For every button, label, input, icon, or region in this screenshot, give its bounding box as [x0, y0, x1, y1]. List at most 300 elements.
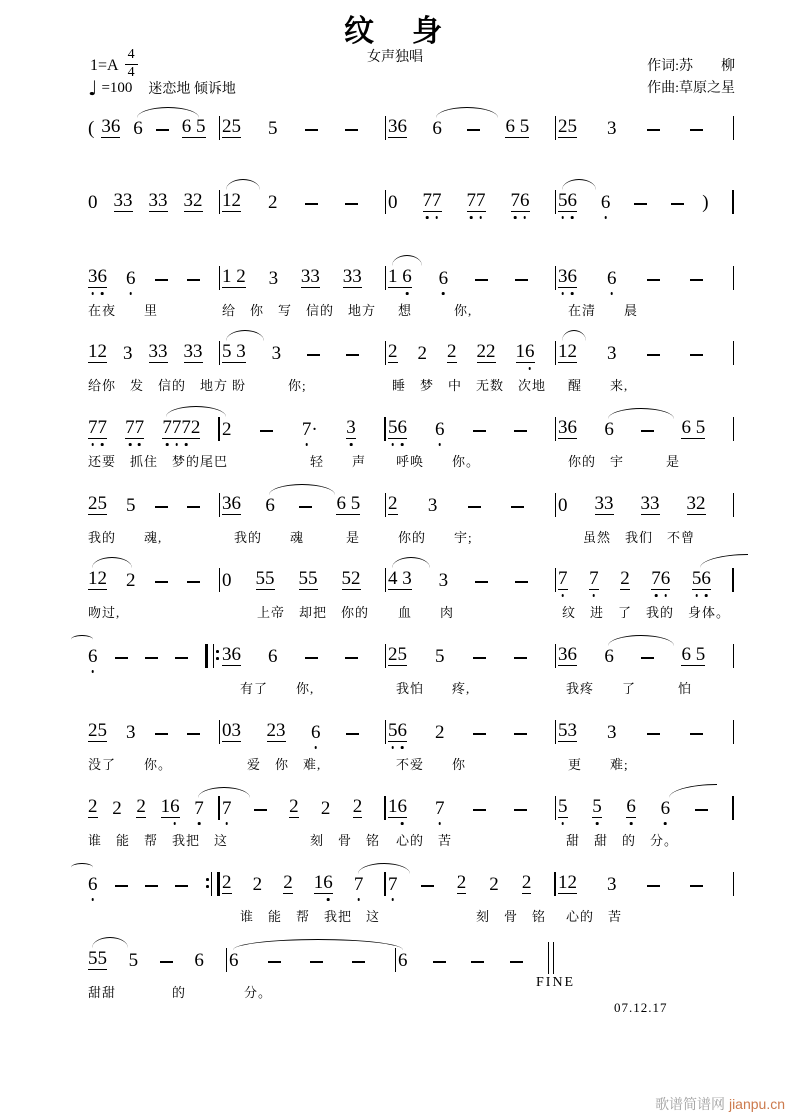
note: 7 [222, 798, 232, 819]
dash-note [690, 129, 703, 131]
note: 6 [604, 420, 614, 439]
slur-arc [226, 179, 260, 190]
note: 55 [88, 949, 107, 970]
note: 6 [88, 647, 98, 666]
note: 2 [222, 872, 232, 893]
note: 7· [301, 419, 318, 440]
notes-row [388, 262, 558, 288]
dash-note [352, 961, 365, 963]
dash-note [473, 657, 486, 659]
barline [555, 266, 557, 290]
note: 36 [222, 493, 241, 514]
note: 6 5 [505, 116, 530, 137]
notes-row [388, 413, 558, 439]
measure [558, 640, 736, 697]
note: 33 [594, 493, 614, 514]
note: 16 [160, 796, 180, 817]
dash-note [175, 885, 188, 887]
dash-note [346, 354, 359, 356]
dash-note [187, 279, 200, 281]
note: 7 [354, 875, 364, 894]
barline [733, 417, 735, 441]
notes-row [88, 716, 222, 742]
dash-note [647, 885, 660, 887]
note: 2 [320, 798, 331, 819]
lyric-row: 吻过, [88, 605, 121, 620]
barline [555, 190, 557, 214]
notes-row [88, 489, 222, 515]
note: 6 5 [181, 116, 206, 137]
note: 7 [388, 874, 398, 895]
final-barline [548, 942, 554, 974]
dash-note [690, 354, 703, 356]
note: 2 [489, 874, 499, 895]
dash-note [346, 733, 359, 735]
note: 3 [607, 722, 617, 743]
lyric-row: 我怕 疼, [396, 681, 471, 696]
note: 23 [266, 720, 286, 741]
music-line-9 [88, 716, 736, 773]
music-line-7 [88, 564, 736, 621]
measure [88, 112, 222, 138]
note: 25 [88, 493, 107, 514]
composer-credit: 作曲:草原之星 [647, 81, 735, 97]
dash-note [468, 506, 481, 508]
quarter-note-icon: ♩ [88, 76, 98, 100]
notes-row [388, 868, 558, 894]
notes-row [388, 186, 558, 212]
measure [558, 716, 736, 773]
barline [733, 493, 735, 517]
lyric-row: 甜甜 的 [88, 985, 187, 1000]
note: 76 [651, 568, 671, 589]
note: 2 [447, 341, 457, 362]
notes-row [558, 640, 736, 666]
slur-arc [392, 557, 430, 568]
note: 33 [148, 190, 168, 211]
notes-row [88, 413, 222, 439]
measure [388, 413, 558, 470]
watermark-url: jianpu.cn [728, 1096, 785, 1112]
note: ) [702, 192, 709, 213]
time-denominator: 4 [127, 64, 135, 80]
note: 6 [311, 722, 321, 743]
notes-row [558, 489, 736, 515]
dash-note [690, 279, 703, 281]
dash-note [160, 961, 173, 963]
measure [388, 792, 558, 849]
dash-note [695, 809, 708, 811]
dash-note [647, 129, 660, 131]
measure [88, 186, 222, 212]
dash-note [473, 809, 486, 811]
barline [555, 796, 557, 820]
note: 6 [126, 268, 136, 289]
lyric-row: 还要 抓住 梦的尾巴 [88, 454, 229, 469]
notes-row [222, 186, 388, 212]
note: 6 [438, 268, 449, 289]
slur-arc [269, 484, 335, 495]
notes-row [558, 868, 736, 894]
note: 12 [88, 569, 107, 590]
lyric-row: 你的 宇; [398, 530, 473, 545]
note: 77 [88, 417, 107, 438]
measure [222, 716, 388, 773]
note: 52 [341, 568, 361, 589]
barline [219, 341, 221, 365]
notes-row [558, 413, 736, 439]
dash-note [475, 279, 488, 281]
barline [219, 266, 221, 290]
note: 33 [148, 341, 168, 362]
time-numerator: 4 [125, 48, 138, 65]
note: 2 [388, 341, 398, 362]
note: 55 [298, 568, 318, 589]
note: 76 [510, 190, 530, 211]
measure [398, 944, 556, 970]
barline [385, 116, 387, 140]
dash-note [345, 203, 358, 205]
barline [395, 948, 397, 972]
dash-note [345, 657, 358, 659]
note: 2 [388, 493, 398, 514]
note: 12 [88, 341, 107, 362]
note: 55 [255, 568, 275, 589]
dash-note [514, 733, 527, 735]
lyric-row: 我的 魂 是 [234, 530, 361, 545]
dash-note [514, 657, 527, 659]
measure [388, 489, 558, 546]
barline [555, 568, 557, 592]
note: 7772 [162, 418, 200, 439]
notes-row [222, 112, 388, 138]
lyric-row: 我的 魂, [88, 530, 163, 545]
notes-row [229, 944, 398, 970]
lyric-row: 更 难; [568, 757, 629, 772]
dash-note [310, 961, 323, 963]
note: 5 [126, 495, 136, 516]
note: 0 [558, 495, 568, 516]
dash-note [260, 430, 273, 432]
tie-out-arc [700, 554, 748, 568]
note: 2 [88, 796, 98, 817]
measure [558, 413, 736, 470]
lyric-row: 有了 你, [240, 681, 315, 696]
barline [555, 417, 557, 441]
note: 16 [388, 796, 407, 817]
note: 3 [271, 343, 282, 364]
note: 77 [466, 190, 486, 211]
note: 6 [600, 192, 611, 213]
note: 2 [268, 192, 278, 213]
tie-in-arc [71, 635, 93, 644]
barline [219, 493, 221, 517]
note: 5 [592, 796, 602, 817]
dash-note [647, 279, 660, 281]
dash-note [254, 809, 267, 811]
measure [88, 640, 222, 666]
note: 53 [558, 720, 577, 741]
note: 25 [88, 720, 107, 741]
barline [732, 796, 734, 820]
measure [222, 112, 388, 138]
measure [88, 564, 222, 621]
barline [385, 341, 387, 365]
lyric-row: 心的 苦 [566, 909, 623, 924]
note: 32 [183, 190, 203, 211]
watermark [655, 1094, 785, 1114]
note: 22 [476, 341, 496, 362]
dash-note [305, 657, 318, 659]
barline [384, 872, 386, 896]
note: 2 [417, 343, 427, 364]
dash-note [671, 203, 684, 205]
measure [88, 792, 229, 849]
note: 12 [558, 872, 577, 893]
barline [733, 720, 735, 744]
note: 56 [692, 569, 711, 590]
barline [555, 644, 557, 668]
slur-arc [392, 255, 422, 266]
note: 7 [589, 568, 599, 589]
dash-note [187, 581, 200, 583]
barline [385, 568, 387, 592]
song-title: 纹 身 [344, 15, 446, 48]
notes-row [88, 564, 222, 590]
note: 1 6 [388, 267, 412, 288]
note: 25 [388, 644, 407, 665]
notes-row [88, 112, 222, 138]
lyric-row: 心的 苦 [396, 833, 453, 848]
measure [388, 337, 558, 394]
repeat-end-barline [211, 872, 220, 896]
dash-note [155, 506, 168, 508]
dash-note [268, 961, 281, 963]
lyric-row: 给你 发 信的 地方 [88, 378, 229, 393]
notes-row [388, 337, 558, 363]
note: 3 [123, 343, 133, 364]
note: 36 [558, 417, 577, 438]
note: 56 [558, 191, 577, 212]
dash-note [641, 430, 654, 432]
note: 2 [352, 796, 363, 817]
slur-arc [92, 937, 128, 948]
note: 6 [265, 496, 275, 515]
lyric-row: 睡 梦 中 无数 次地 [392, 378, 547, 393]
note: 0 [88, 192, 98, 213]
note: 3 [427, 495, 438, 516]
lyric-row: 虽然 我们 不曾 [583, 530, 696, 545]
note: 6 [435, 419, 445, 440]
note: 6 [432, 119, 442, 138]
barline [733, 872, 735, 896]
note: 33 [640, 493, 660, 514]
barline [732, 568, 734, 592]
barline [384, 796, 386, 820]
dash-note [471, 961, 484, 963]
note: 2 [283, 872, 293, 893]
measure [222, 640, 388, 697]
notes-row [222, 564, 388, 590]
music-line-2 [88, 186, 736, 212]
note: 6 [607, 268, 617, 289]
note: 2 [252, 874, 263, 895]
measure [88, 337, 229, 394]
lyric-row: 盼 你; [232, 378, 307, 393]
watermark-site-name: 歌谱简谱网 [655, 1096, 729, 1112]
barline [555, 341, 557, 365]
lyric-row: 刻 骨 铭 [310, 833, 381, 848]
note: 4 3 [388, 569, 412, 590]
measure [388, 868, 558, 925]
measure [388, 262, 558, 319]
lyric-row: 谁 能 帮 我把 这 [240, 909, 381, 924]
notes-row [222, 262, 388, 288]
note: 33 [183, 341, 203, 362]
note: 2 [521, 872, 532, 893]
note: 3 [607, 118, 617, 139]
expression-marks: 迷恋地 倾诉地 [148, 82, 236, 97]
dash-note [421, 885, 434, 887]
dash-note [305, 129, 318, 131]
note: 7 [558, 568, 568, 589]
lyric-row: 刻 骨 铭 [476, 909, 547, 924]
note: 6 5 [336, 493, 361, 514]
slur-arc [166, 406, 226, 417]
note: 36 [388, 116, 407, 137]
key-label: 1=A [90, 57, 119, 75]
lyric-row: 醒 来, [568, 378, 629, 393]
note: 77 [125, 417, 145, 438]
note: 5 [268, 118, 278, 139]
note: 5 [558, 796, 568, 817]
lyric-row: 爱 你 难, [247, 757, 322, 772]
slur-arc [436, 107, 498, 118]
lyric-row: 血 肉 [398, 605, 455, 620]
dash-note [345, 129, 358, 131]
barline [384, 417, 386, 441]
barline [555, 493, 557, 517]
notes-row [558, 716, 736, 742]
lyric-row: 你的 宇 是 [568, 454, 681, 469]
measure [388, 112, 558, 138]
note: 1 2 [222, 266, 246, 287]
notes-row [388, 564, 558, 590]
lyric-row: 没了 你。 [88, 757, 173, 772]
lyric-row: 想 你, [398, 303, 473, 318]
measure [229, 944, 398, 1001]
music-line-1 [88, 112, 736, 138]
lyric-row: 谁 能 帮 我把 这 [88, 833, 229, 848]
notes-row [388, 792, 558, 818]
note: 2 [620, 568, 630, 589]
dash-note [187, 733, 200, 735]
note: 3 [268, 268, 279, 289]
repeat-begin-barline [205, 644, 214, 668]
dash-note [299, 506, 312, 508]
note: 6 [626, 796, 636, 817]
note: 5 [128, 950, 139, 971]
barline [385, 644, 387, 668]
notes-row [558, 792, 736, 818]
notes-row [388, 640, 558, 666]
slur-arc [226, 330, 264, 341]
dash-note [641, 657, 654, 659]
dash-note [690, 885, 703, 887]
measure [222, 186, 388, 212]
notes-row [222, 640, 388, 666]
music-line-10 [88, 792, 736, 849]
note: 2 [126, 570, 136, 591]
measure [558, 337, 736, 394]
notes-row [388, 716, 558, 742]
measure [222, 792, 388, 849]
note: 6 [194, 950, 204, 971]
note: 2 [136, 796, 146, 817]
note: 5 [435, 646, 445, 667]
measure [558, 112, 736, 138]
measure [88, 489, 222, 546]
note: 6 5 [681, 644, 706, 665]
barline [219, 568, 221, 592]
music-line-11 [88, 868, 736, 925]
notes-row [222, 792, 388, 818]
note: 36 [222, 644, 241, 665]
lyric-row: 不爱 你 [396, 757, 467, 772]
measure [388, 716, 558, 773]
barline [219, 720, 221, 744]
measure [88, 716, 222, 773]
measure [222, 337, 388, 394]
note: 12 [558, 342, 577, 363]
barline [554, 872, 556, 896]
notes-row [88, 868, 222, 894]
barline [218, 796, 220, 820]
note: 16 [313, 872, 333, 893]
note: 36 [88, 266, 107, 287]
dash-note [433, 961, 446, 963]
measure [388, 186, 558, 212]
note: 7 [435, 798, 445, 819]
note: 6 5 [681, 417, 706, 438]
notes-row [88, 337, 222, 363]
lyric-row: 甜 甜 的 分。 [566, 833, 679, 848]
note: 32 [686, 493, 706, 514]
dash-note [155, 279, 168, 281]
measure [388, 640, 558, 697]
note: 6 [661, 799, 671, 818]
tempo-value: =100 [101, 79, 133, 96]
dash-note [145, 657, 158, 659]
note: 6 [229, 951, 239, 970]
notes-row [558, 186, 736, 212]
dash-note [115, 657, 128, 659]
notes-row [222, 716, 388, 742]
dash-note [305, 203, 318, 205]
note: 6 [398, 950, 408, 971]
note: 6 [133, 119, 143, 138]
dash-note [155, 733, 168, 735]
music-line-8 [88, 640, 736, 697]
measure [558, 186, 736, 212]
dash-note [187, 506, 200, 508]
dash-note [156, 129, 169, 131]
dash-note [473, 733, 486, 735]
barline [226, 948, 228, 972]
note: 5 3 [222, 342, 246, 363]
barline [555, 720, 557, 744]
notes-row [398, 944, 556, 970]
